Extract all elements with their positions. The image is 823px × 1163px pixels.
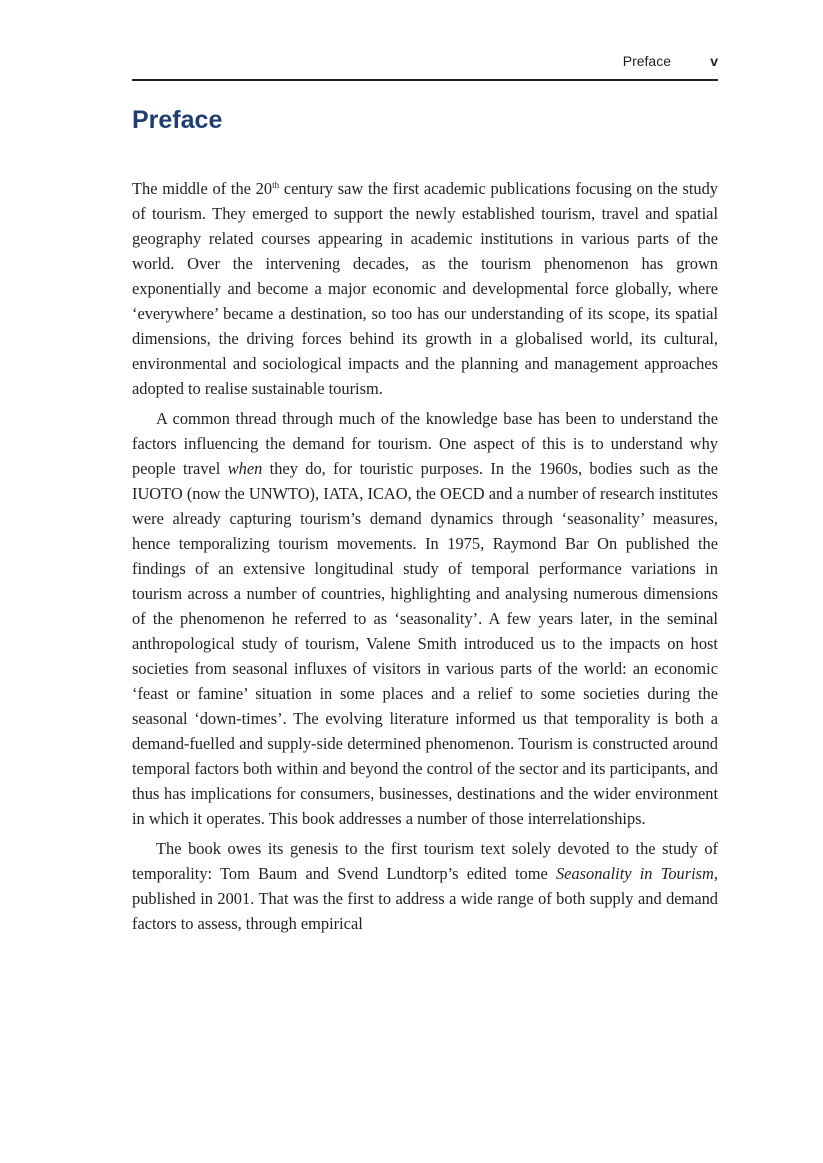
text-run: century saw the first academic publications focusing on the study of tourism. They emerged to support the newly established tourism, travel and spatial geography related courses appearing in academic institutions in various parts of the world. Over the intervening decades, as the tourism phenomenon has grown exponentially and become a major economic and developmental force globally, where ‘everywhere’ became a destination, so too has our understanding of its scope, its spatial dimensions, the driving forces behind its growth in a globalised world, its cultural, environmental and sociological impacts and the planning and management approaches adopted to realise sustainable tourism. (132, 179, 718, 398)
running-head (132, 53, 718, 73)
text-run: The middle of the 20 (132, 179, 273, 198)
running-head-title: Preface (622, 53, 671, 69)
header-rule (132, 79, 718, 81)
chapter-title: Preface (132, 106, 223, 134)
paragraph (132, 406, 718, 831)
italic-text: Seasonality in Tourism (555, 864, 714, 883)
text-run: A common thread through much of the knowledge base has been to understand the factors influencing the demand for tourism. One aspect of this is to understand why people travel (132, 409, 718, 478)
page-number: v (710, 53, 718, 69)
text-run: , published in 2001. That was the first to address a wide range of both supply and demand factors to assess, through empirical (132, 864, 718, 933)
paragraph (132, 176, 718, 401)
superscript: th (272, 180, 280, 190)
paragraph (132, 836, 718, 936)
italic-text: when (227, 459, 263, 478)
body-text (132, 176, 718, 941)
text-run: they do, for touristic purposes. In the 1960s, bodies such as the IUOTO (now the UNWTO), IATA, ICAO, the OECD and a number of research institutes were already capturing tourism’s demand dynamics through ‘seasonality’ measures, hence temporalizing tourism movements. In 1975, Raymond Bar On published the findings of an extensive longitudinal study of temporal performance variations in tourism across a number of countries, highlighting and analysing numerous dimensions of the phenomenon he referred to as ‘seasonality’. A few years later, in the seminal anthropological study of tourism, Valene Smith introduced us to the impacts on host societies from seasonal influxes of visitors in various parts of the world: an economic ‘feast or famine’ situation in some places and a relief to some societies during the seasonal ‘down-times’. The evolving literature informed us that temporality is both a demand-fuelled and supply-side determined phenomenon. Tourism is constructed around temporal factors both within and beyond the control of the sector and its participants, and thus has implications for consumers, businesses, destinations and the wider environment in which it operates. This book addresses a number of those interrelationships. (132, 459, 718, 828)
text-run: The book owes its genesis to the first tourism text solely devoted to the study of temporality: Tom Baum and Svend Lundtorp’s edited tome (132, 839, 718, 883)
